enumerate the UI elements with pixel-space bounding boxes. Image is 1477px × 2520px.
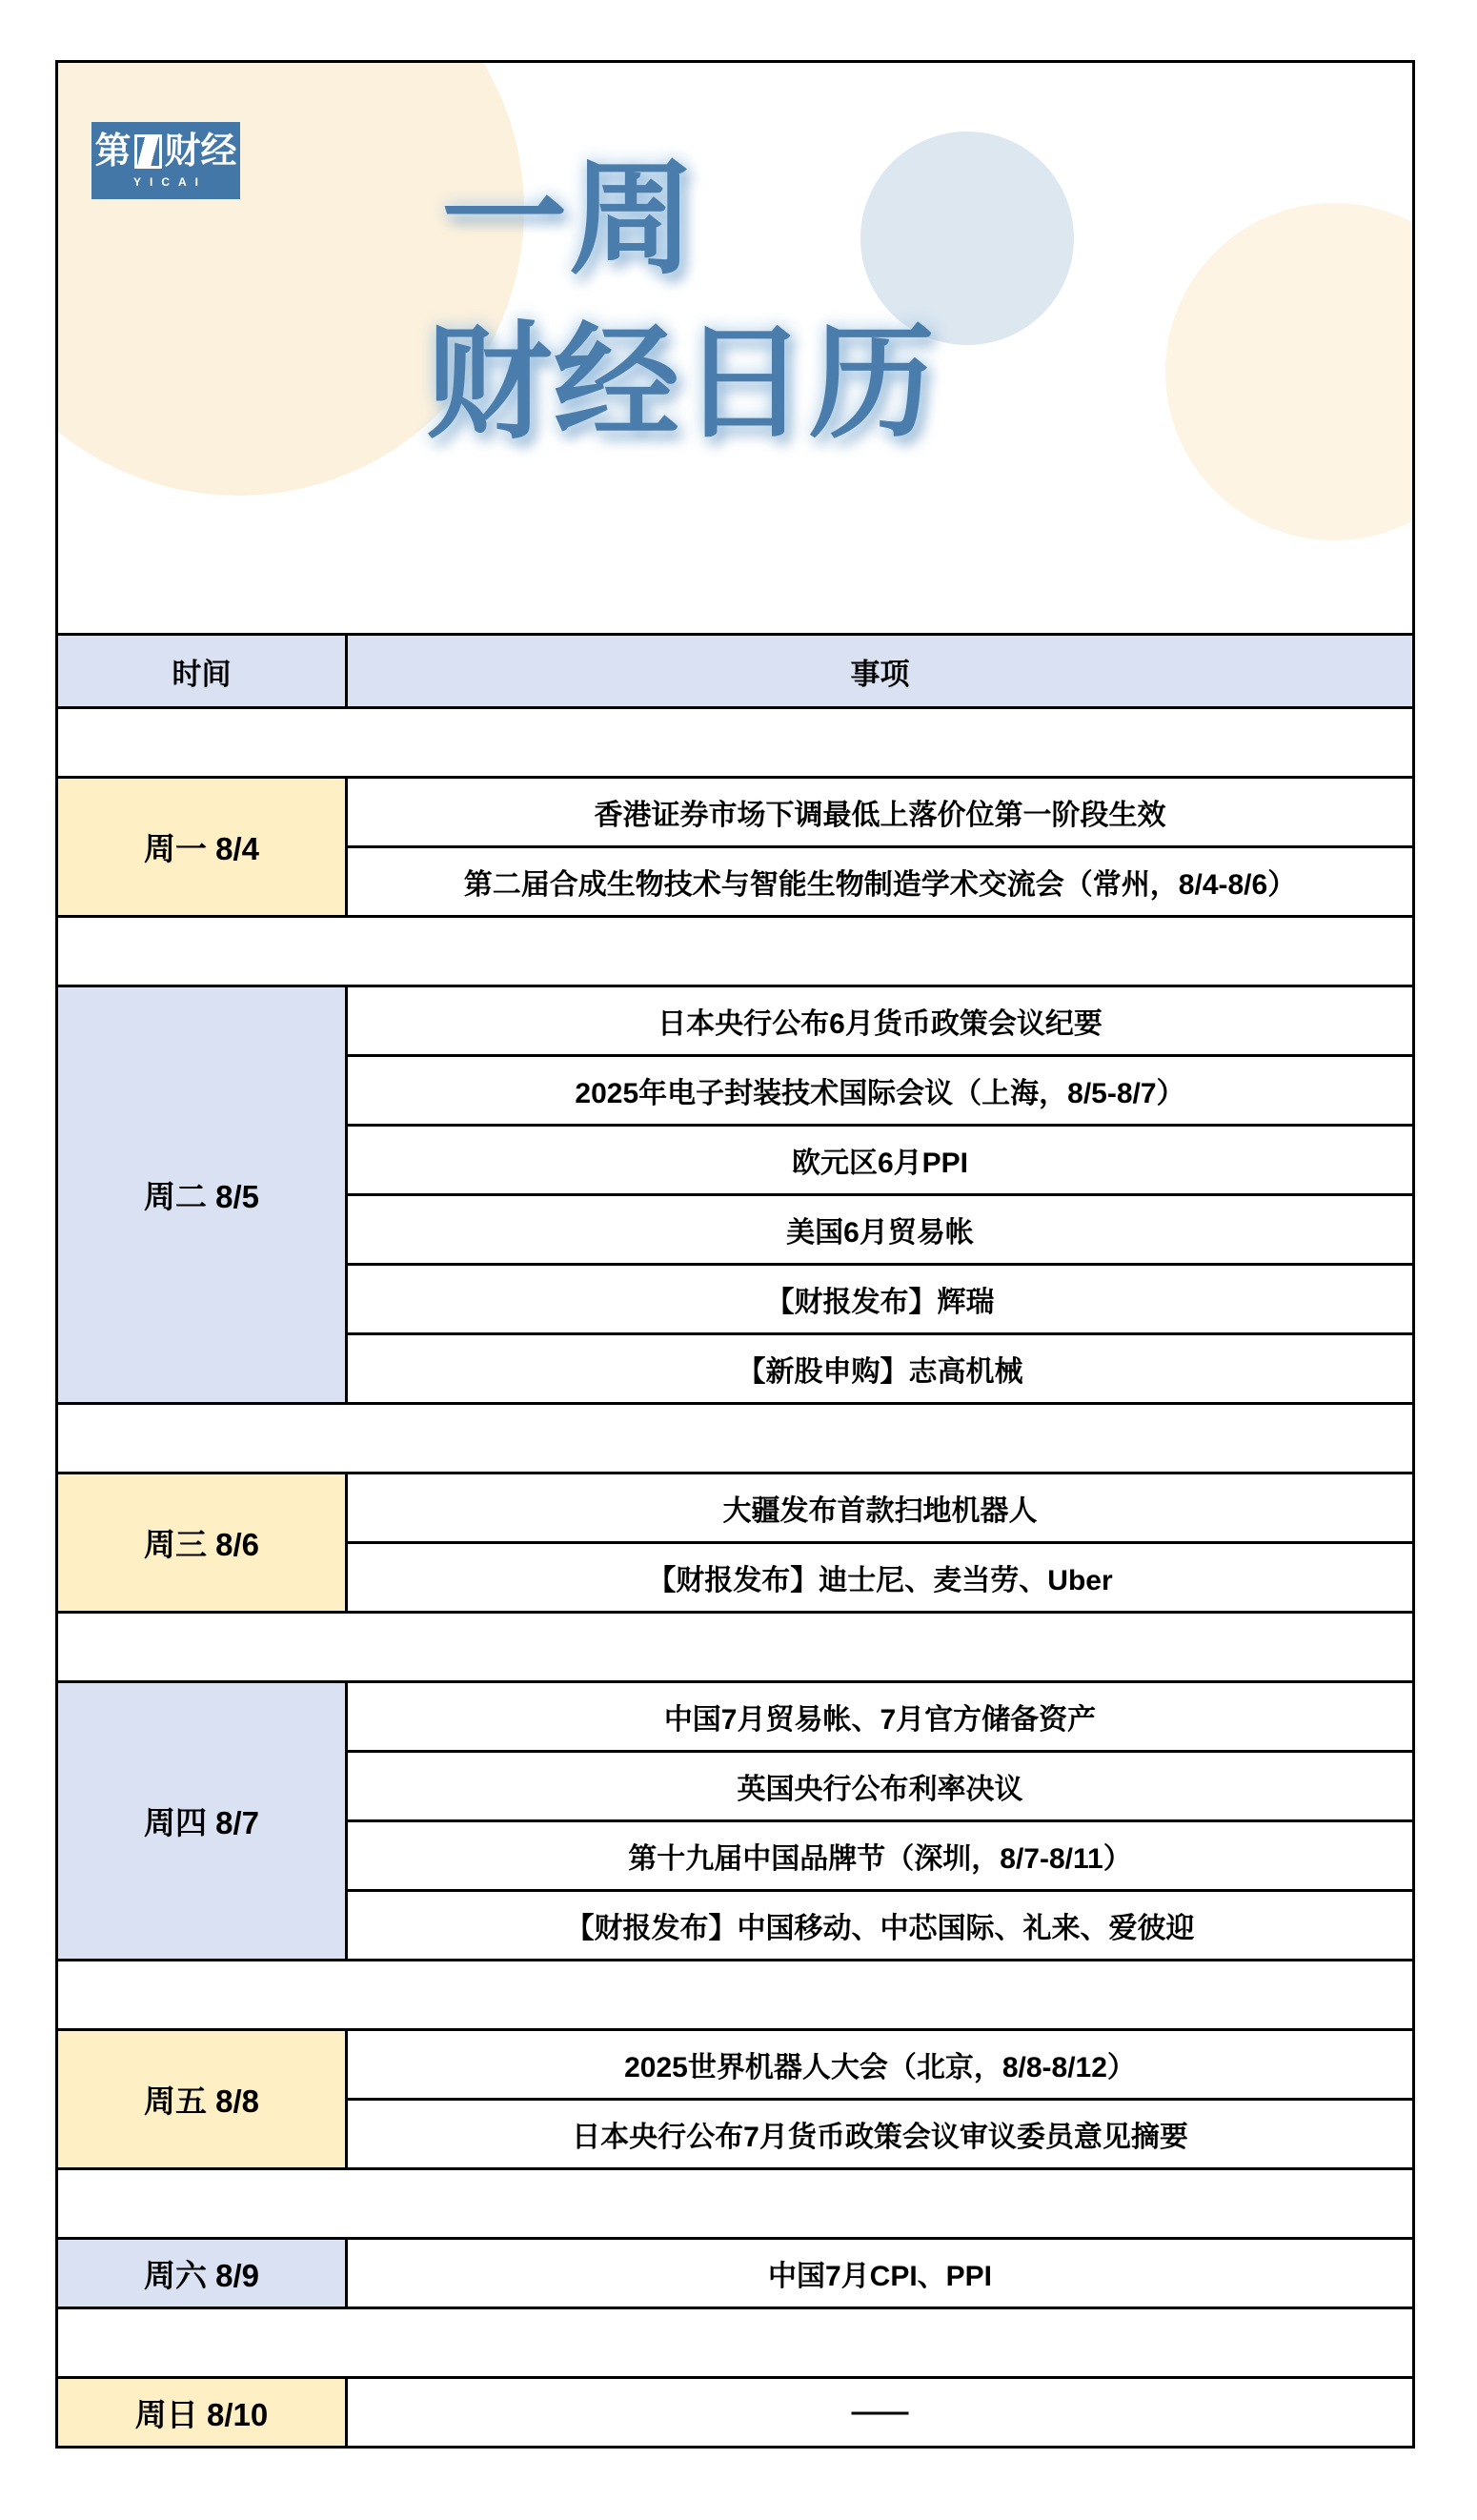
event-cell: 日本央行公布7月货币政策会议审议委员意见摘要 [347, 2100, 1414, 2169]
event-cell: —— [347, 2378, 1414, 2448]
spacer-row [57, 1961, 1414, 2030]
spacer-row [57, 1404, 1414, 1473]
event-cell: 【财报发布】中国移动、中芯国际、礼来、爱彼迎 [347, 1891, 1414, 1961]
spacer-cell [57, 1613, 1414, 1682]
day-label-cell: 周四 8/7 [57, 1682, 347, 1961]
page-title-line1: 一周 [441, 149, 697, 289]
event-cell: 2025世界机器人大会（北京，8/8-8/12） [347, 2030, 1414, 2100]
event-cell: 香港证券市场下调最低上落价位第一阶段生效 [347, 778, 1414, 847]
day-label-cell: 周六 8/9 [57, 2239, 347, 2308]
calendar-table [55, 633, 1415, 2449]
event-row [57, 778, 1414, 847]
spacer-row [57, 917, 1414, 986]
page-title-line2: 财经日历 [426, 313, 937, 453]
spacer-cell [57, 917, 1414, 986]
event-row [57, 1682, 1414, 1752]
logo-char-di: 第 [94, 131, 132, 172]
day-label-cell: 周日 8/10 [57, 2378, 347, 2448]
yicai-logo-subtext: YICAI [132, 174, 207, 189]
event-cell: 【财报发布】迪士尼、麦当劳、Uber [347, 1543, 1414, 1613]
event-cell: 第十九届中国品牌节（深圳，8/7-8/11） [347, 1821, 1414, 1891]
page-title [58, 137, 937, 465]
decor-circle-cream-right [1165, 203, 1415, 540]
event-row [57, 1473, 1414, 1543]
table-header-row [57, 635, 1414, 708]
event-cell: 【新股申购】志高机械 [347, 1334, 1414, 1404]
event-cell: 大疆发布首款扫地机器人 [347, 1473, 1414, 1543]
event-cell: 日本央行公布6月货币政策会议纪要 [347, 986, 1414, 1056]
event-cell: 美国6月贸易帐 [347, 1195, 1414, 1265]
spacer-cell [57, 708, 1414, 778]
day-label-cell: 周一 8/4 [57, 778, 347, 917]
event-cell: 英国央行公布利率决议 [347, 1752, 1414, 1821]
event-cell: 【财报发布】辉瑞 [347, 1265, 1414, 1334]
column-header-event: 事项 [347, 635, 1414, 708]
spacer-row [57, 2169, 1414, 2239]
spacer-row [57, 708, 1414, 778]
column-header-time: 时间 [57, 635, 347, 708]
event-row [57, 2030, 1414, 2100]
spacer-row [57, 1613, 1414, 1682]
event-cell: 2025年电子封装技术国际会议（上海，8/5-8/7） [347, 1056, 1414, 1126]
spacer-cell [57, 1404, 1414, 1473]
event-row [57, 2378, 1414, 2448]
day-label-cell: 周二 8/5 [57, 986, 347, 1404]
event-row [57, 2239, 1414, 2308]
calendar-card [55, 60, 1415, 2449]
spacer-cell [57, 2308, 1414, 2378]
day-label-cell: 周五 8/8 [57, 2030, 347, 2169]
logo-chars-caijing: 财经 [164, 131, 237, 172]
event-row [57, 986, 1414, 1056]
hero-header [55, 60, 1415, 633]
event-cell: 中国7月CPI、PPI [347, 2239, 1414, 2308]
spacer-row [57, 2308, 1414, 2378]
day-label-cell: 周三 8/6 [57, 1473, 347, 1613]
spacer-cell [57, 1961, 1414, 2030]
event-cell: 欧元区6月PPI [347, 1126, 1414, 1195]
spacer-cell [57, 2169, 1414, 2239]
event-cell: 中国7月贸易帐、7月官方储备资产 [347, 1682, 1414, 1752]
event-cell: 第二届合成生物技术与智能生物制造学术交流会（常州，8/4-8/6） [347, 847, 1414, 917]
